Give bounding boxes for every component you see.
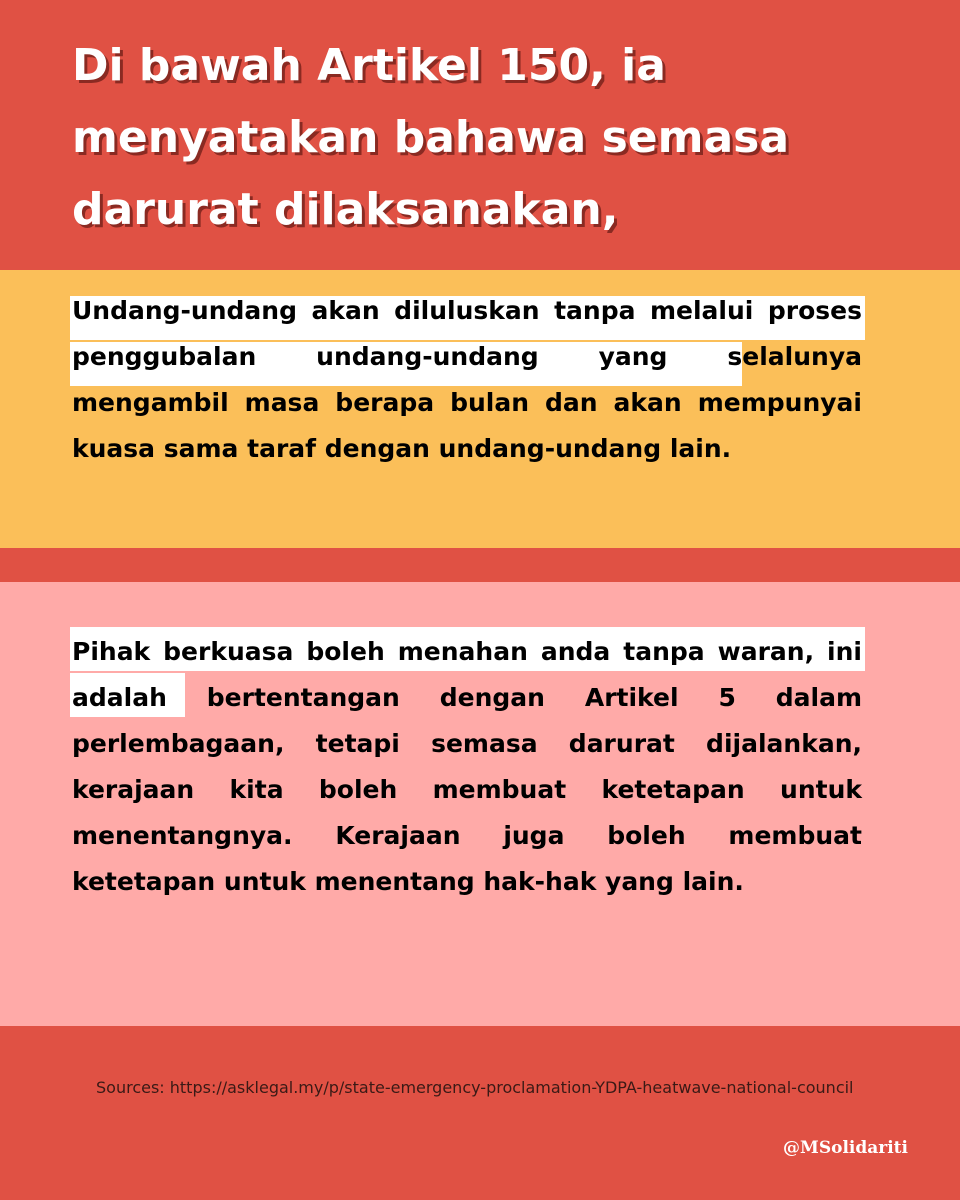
social-handle: @MSolidariti (783, 1138, 908, 1158)
title-section (0, 0, 960, 270)
page-title: Di bawah Artikel 150, ia menyatakan bahawa semasa darurat dilaksanakan, (72, 40, 790, 235)
sources-citation: Sources: https://asklegal.my/p/state-emergency-proclamation-YDPA-heatwave-national-council (96, 1078, 854, 1097)
yellow-panel (0, 270, 960, 548)
pink-panel (0, 582, 960, 1026)
paragraph-legislation-text: Undang-undang akan diluluskan tanpa melalui proses penggubalan undang-undang yang selalunya mengambil masa berapa bulan dan akan mempunyai kuasa sama taraf dengan undang-undang lain. (72, 296, 862, 463)
paragraph-legislation (72, 288, 862, 472)
paragraph-detention (72, 629, 862, 905)
paragraph-detention-text: Pihak berkuasa boleh menahan anda tanpa waran, ini adalah bertentangan dengan Artikel 5 dalam perlembagaan, tetapi semasa darurat dijalankan, kerajaan kita boleh membuat ketetapan untuk menentangnya. Kerajaan juga boleh membuat ketetapan untuk menentang hak-hak yang lain. (72, 637, 862, 896)
